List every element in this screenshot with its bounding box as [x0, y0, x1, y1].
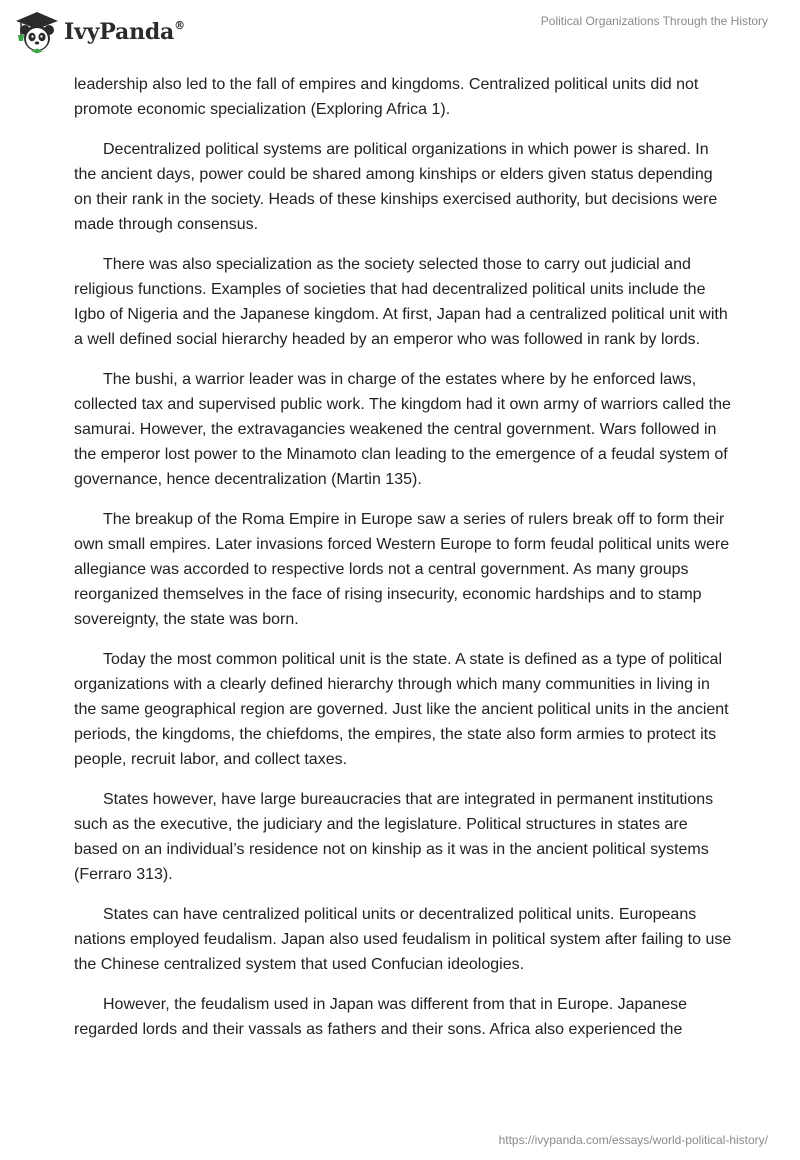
paragraph: There was also specialization as the society selected those to carry out judicial and religious functions. Examples of societies that had decentralized political units include the Igbo of Nigeria and the Japanese kingdom. At first, Japan had a centralized political unit with a well defined social hierarchy headed by an emperor who was followed in rank by lords.	[74, 256, 728, 348]
paragraph: However, the feudalism used in Japan was different from that in Europe. Japanese regarded lords and their vassals as fathers and their sons. Africa also experienced the	[74, 996, 688, 1038]
paragraph: Today the most common political unit is the state. A state is defined as a type of political organizations with a clearly defined hierarchy through which many communities in living in the same geographical region are governed. Just like the ancient political units in the ancient periods, the kingdoms, the chiefdoms, the empires, the state also form armies to protect its people, recruit labor, and collect taxes.	[74, 651, 729, 768]
ivypanda-logo[interactable]	[14, 10, 185, 54]
source-url[interactable]: https://ivypanda.com/essays/world-political-history/	[498, 1133, 768, 1147]
paragraph: The bushi, a warrior leader was in charge of the estates where by he enforced laws, collected tax and supervised public work. The kingdom had it own army of warriors called the samurai. However, the extravagancies weakened the central government. Wars followed in the emperor lost power to the Minamoto clan leading to the emergence of a feudal system of governance, hence decentralization (Martin 135).	[74, 371, 731, 488]
paragraph: The breakup of the Roma Empire in Europe saw a series of rulers break off to form their own small empires. Later invasions forced Western Europe to form feudal political units were allegiance was accorded to respective lords not a central government. As many groups reorganized themselves in the face of rising insecurity, economic hardships and to stamp sovereignty, the state was born.	[74, 511, 730, 628]
paragraph: States however, have large bureaucracies that are integrated in permanent institutions such as the executive, the judiciary and the legislature. Political structures in states are based on an individual’s residence not on kinship as it was in the ancient political systems (Ferraro 313).	[74, 791, 714, 883]
paragraph: States can have centralized political units or decentralized political units. Europeans nations employed feudalism. Japan also used feudalism in political system after failing to use the Chinese centralized system that used Confucian ideologies.	[74, 906, 732, 973]
paragraph: Decentralized political systems are political organizations in which power is shared. In the ancient days, power could be shared among kinships or elders given status depending on their rank in the society. Heads of these kinships exercised authority, but decisions were made through consensus.	[74, 141, 718, 233]
panda-graduation-cap-icon	[14, 10, 60, 54]
brand-name: IvyPanda®	[64, 18, 185, 45]
essay-body	[74, 72, 734, 1057]
page-header	[0, 0, 800, 64]
paragraph-continued: leadership also led to the fall of empires and kingdoms. Centralized political units did not promote economic specialization (Exploring Africa 1).	[74, 76, 699, 118]
document-title: Political Organizations Through the History	[540, 14, 768, 28]
